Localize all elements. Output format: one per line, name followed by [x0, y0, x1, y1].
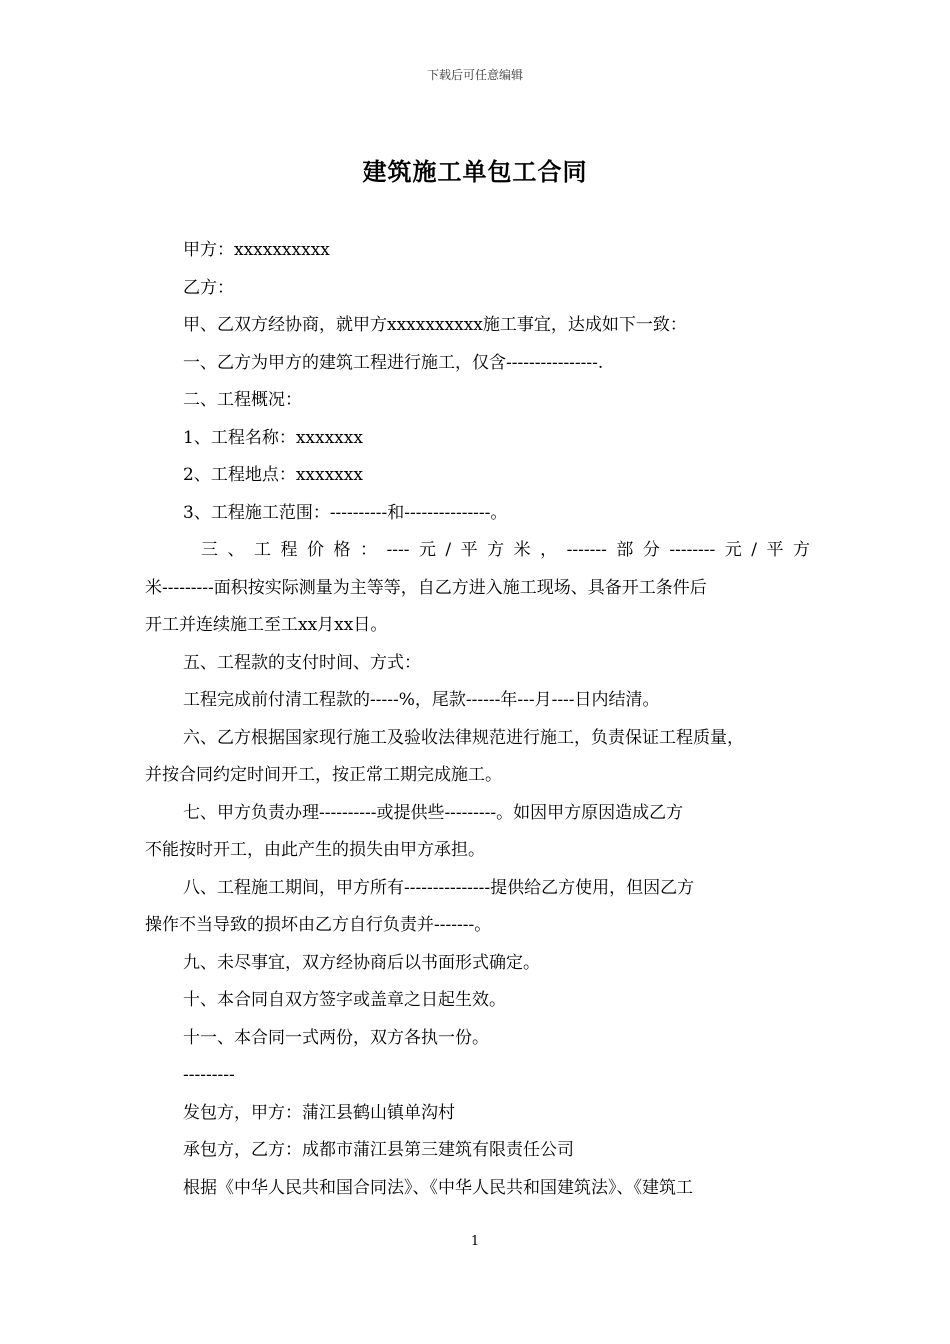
paragraph-clause-5: 五、工程款的支付时间、方式：	[183, 652, 421, 673]
paragraph-clause-7-line-2: 不能按时开工，由此产生的损失由甲方承担。	[145, 840, 485, 860]
header-note: 下载后可任意编辑	[426, 68, 523, 82]
paragraph-contractor-b: 承包方，乙方：成都市蒲江县第三建筑有限责任公司	[183, 1140, 574, 1160]
paragraph-clause-6-line-1: 六、乙方根据国家现行施工及验收法律规范进行施工，负责保证工程质量，	[183, 727, 744, 748]
paragraph-project-name: 1、工程名称：xxxxxxx	[183, 427, 363, 448]
paragraph-clause-8-line-2: 操作不当导致的损坏由乙方自行负责并-------。	[145, 915, 492, 935]
document-title: 建筑施工单包工合同	[362, 157, 588, 186]
paragraph-clause-3-line-1: 三、工程价格：----元/平方米，-------部分--------元/平方	[201, 540, 810, 560]
paragraph-clause-8-line-1: 八、工程施工期间，甲方所有---------------提供给乙方使用，但因乙方	[183, 877, 695, 898]
paragraph-clause-11: 十一、本合同一式两份，双方各执一份。	[183, 1027, 489, 1048]
paragraph-clause-3-line-3: 开工并连续施工至工xx月xx日。	[145, 615, 388, 635]
paragraph-party-a: 甲方：xxxxxxxxxx	[183, 240, 330, 260]
paragraph-legal-basis: 根据《中华人民共和国合同法》、《中华人民共和国建筑法》、《建筑工	[183, 1177, 693, 1198]
paragraph-clause-10: 十、本合同自双方签字或盖章之日起生效。	[183, 990, 506, 1010]
paragraph-contractor-a: 发包方，甲方：蒲江县鹤山镇单沟村	[183, 1102, 455, 1123]
paragraph-clause-1: 一、乙方为甲方的建筑工程进行施工，仅含----------------.	[183, 352, 604, 373]
paragraph-clause-3-line-2: 米---------面积按实际测量为主等等，自乙方进入施工现场、具备开工条件后	[145, 577, 707, 598]
paragraph-project-scope: 3、工程施工范围：----------和---------------。	[183, 502, 508, 523]
paragraph-party-b: 乙方：	[183, 277, 234, 298]
document-body	[145, 232, 810, 1207]
page-number: 1	[470, 1234, 480, 1249]
paragraph-project-location: 2、工程地点：xxxxxxx	[183, 465, 363, 485]
paragraph-clause-7-line-1: 七、甲方负责办理----------或提供些---------。如因甲方原因造成乙方	[183, 802, 684, 823]
paragraph-clause-2: 二、工程概况：	[183, 390, 302, 410]
paragraph-clause-9: 九、未尽事宜，双方经协商后以书面形式确定。	[183, 952, 540, 973]
paragraph-clause-6-line-2: 并按合同约定时间开工，按正常工期完成施工。	[145, 765, 502, 785]
paragraph-intro: 甲、乙双方经协商，就甲方xxxxxxxxxx施工事宜，达成如下一致：	[183, 315, 687, 335]
paragraph-payment: 工程完成前付清工程款的-----%，尾款------年---月----日内结清。	[183, 690, 660, 710]
separator-line: ---------	[183, 1065, 235, 1085]
